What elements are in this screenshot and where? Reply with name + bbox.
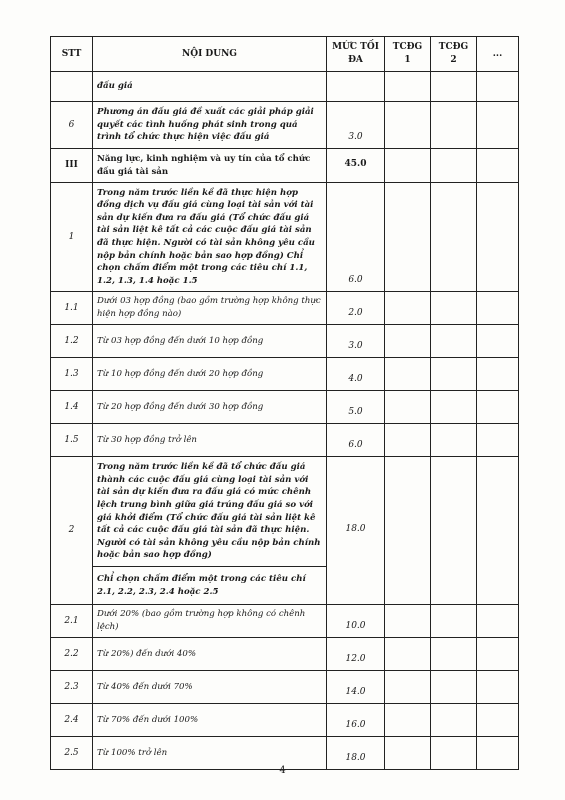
row-tcdg-1-cell: [385, 102, 431, 149]
row-content: Từ 40% đến dưới 70%: [93, 671, 327, 704]
row-more-cell: [477, 72, 519, 102]
row-content: Từ 03 hợp đồng đến dưới 10 hợp đồng: [93, 325, 327, 358]
table-row: [51, 325, 519, 358]
row-tcdg-1-cell: [385, 391, 431, 424]
row-tcdg-1-cell: [385, 292, 431, 325]
row-max-score: [327, 72, 385, 102]
row-tcdg-1-cell: [385, 424, 431, 457]
row-max-score: 3.0: [327, 102, 385, 149]
row-tcdg-2-cell: [431, 292, 477, 325]
row-content: đấu giá: [93, 72, 327, 102]
header-max-score: MỨC TỐI ĐA: [327, 37, 385, 72]
row-tcdg-2-cell: [431, 704, 477, 737]
table-row: [51, 183, 519, 292]
row-tcdg-1-cell: [385, 358, 431, 391]
evaluation-table-page: [50, 36, 518, 770]
row-stt: [51, 72, 93, 102]
row-stt: 1.3: [51, 358, 93, 391]
table-body: [51, 72, 519, 770]
row-content: Trong năm trước liền kề đã tổ chức đấu giá thành các cuộc đấu giá cùng loại tài sản với tài sản dự kiến đưa ra đấu giá có mức chênh lệch trung bình giữa giá trúng đấu giá so với giá khởi điểm (Tổ chức đấu giá tài sản liệt kê tất cả các cuộc đấu giá tài sản đã thực hiện. Người có tài sản không yêu cầu nộp bản chính hoặc bản sao hợp đồng): [93, 457, 327, 567]
table-row: [51, 102, 519, 149]
row-tcdg-2-cell: [431, 72, 477, 102]
row-more-cell: [477, 102, 519, 149]
row-stt: 1.2: [51, 325, 93, 358]
row-stt: 2.2: [51, 638, 93, 671]
row-stt: III: [51, 149, 93, 183]
row-tcdg-1-cell: [385, 325, 431, 358]
row-more-cell: [477, 704, 519, 737]
row-tcdg-1-cell: [385, 457, 431, 605]
row-more-cell: [477, 605, 519, 638]
row-more-cell: [477, 292, 519, 325]
row-content: Dưới 03 hợp đồng (bao gồm trường hợp không thực hiện hợp đồng nào): [93, 292, 327, 325]
table-row: [51, 358, 519, 391]
row-stt: 2.4: [51, 704, 93, 737]
row-max-score: 18.0: [327, 737, 385, 770]
table-row: [51, 391, 519, 424]
row-stt: 1: [51, 183, 93, 292]
row-max-score: 12.0: [327, 638, 385, 671]
row-content: Trong năm trước liền kề đã thực hiện hợp đồng dịch vụ đấu giá cùng loại tài sản với tài sản dự kiến đưa ra đấu giá (Tổ chức đấu giá tài sản liệt kê tất cả các cuộc đấu giá tài sản đã thực hiện. Người có tài sản không yêu cầu nộp bản chính hoặc bản sao hợp đồng) Chỉ chọn chấm điểm một trong các tiêu chí 1.1, 1.2, 1.3, 1.4 hoặc 1.5: [93, 183, 327, 292]
header-tcdg-1: TCĐG 1: [385, 37, 431, 72]
table-row: [51, 292, 519, 325]
row-tcdg-1-cell: [385, 183, 431, 292]
row-tcdg-2-cell: [431, 424, 477, 457]
table-row: [51, 638, 519, 671]
row-content: Năng lực, kinh nghiệm và uy tín của tổ chức đấu giá tài sản: [93, 149, 327, 183]
row-tcdg-1-cell: [385, 605, 431, 638]
row-stt: 1.1: [51, 292, 93, 325]
table-row: [51, 605, 519, 638]
row-max-score: 10.0: [327, 605, 385, 638]
row-content: Từ 20 hợp đồng đến dưới 30 hợp đồng: [93, 391, 327, 424]
row-tcdg-1-cell: [385, 671, 431, 704]
row-stt: 2.1: [51, 605, 93, 638]
table-row: [51, 149, 519, 183]
criteria-table: [50, 36, 519, 770]
row-max-score: 2.0: [327, 292, 385, 325]
header-tcdg-2: TCĐG 2: [431, 37, 477, 72]
row-max-score: 3.0: [327, 325, 385, 358]
row-tcdg-2-cell: [431, 358, 477, 391]
row-tcdg-2-cell: [431, 325, 477, 358]
row-more-cell: [477, 358, 519, 391]
row-tcdg-1-cell: [385, 704, 431, 737]
row-tcdg-1-cell: [385, 149, 431, 183]
row-more-cell: [477, 391, 519, 424]
row-max-score: 5.0: [327, 391, 385, 424]
row-tcdg-2-cell: [431, 671, 477, 704]
row-more-cell: [477, 149, 519, 183]
row-content: Dưới 20% (bao gồm trường hợp không có chênh lệch): [93, 605, 327, 638]
row-max-score: 6.0: [327, 424, 385, 457]
row-tcdg-2-cell: [431, 638, 477, 671]
header-more: ...: [477, 37, 519, 72]
table-row: [51, 72, 519, 102]
row-subcontent: Chỉ chọn chấm điểm một trong các tiêu chí 2.1, 2.2, 2.3, 2.4 hoặc 2.5: [93, 567, 327, 605]
table-row: [51, 704, 519, 737]
row-stt: 2: [51, 457, 93, 605]
row-tcdg-2-cell: [431, 149, 477, 183]
row-tcdg-2-cell: [431, 605, 477, 638]
row-max-score: 4.0: [327, 358, 385, 391]
row-max-score: 16.0: [327, 704, 385, 737]
row-max-score: 18.0: [327, 457, 385, 605]
row-max-score: 45.0: [327, 149, 385, 183]
row-stt: 1.4: [51, 391, 93, 424]
row-more-cell: [477, 457, 519, 605]
row-stt: 6: [51, 102, 93, 149]
row-content: Từ 10 hợp đồng đến dưới 20 hợp đồng: [93, 358, 327, 391]
row-content: Từ 70% đến dưới 100%: [93, 704, 327, 737]
row-more-cell: [477, 671, 519, 704]
row-tcdg-2-cell: [431, 183, 477, 292]
header-stt: STT: [51, 37, 93, 72]
header-content: NỘI DUNG: [93, 37, 327, 72]
row-stt: 2.5: [51, 737, 93, 770]
table-row: [51, 424, 519, 457]
table-row: [51, 671, 519, 704]
row-tcdg-2-cell: [431, 457, 477, 605]
row-content: Phương án đấu giá đề xuất các giải pháp giải quyết các tình huống phát sinh trong quá trình tổ chức thực hiện việc đấu giá: [93, 102, 327, 149]
row-more-cell: [477, 325, 519, 358]
row-tcdg-2-cell: [431, 391, 477, 424]
row-more-cell: [477, 638, 519, 671]
row-tcdg-2-cell: [431, 102, 477, 149]
row-stt: 2.3: [51, 671, 93, 704]
row-max-score: 14.0: [327, 671, 385, 704]
row-stt: 1.5: [51, 424, 93, 457]
table-row: [51, 457, 519, 567]
row-max-score: 6.0: [327, 183, 385, 292]
row-content: Từ 100% trở lên: [93, 737, 327, 770]
row-content: Từ 20%) đến dưới 40%: [93, 638, 327, 671]
row-more-cell: [477, 424, 519, 457]
row-tcdg-1-cell: [385, 72, 431, 102]
row-more-cell: [477, 183, 519, 292]
page-number: 4: [279, 765, 286, 776]
row-tcdg-1-cell: [385, 638, 431, 671]
table-header-row: [51, 37, 519, 72]
row-content: Từ 30 hợp đồng trở lên: [93, 424, 327, 457]
